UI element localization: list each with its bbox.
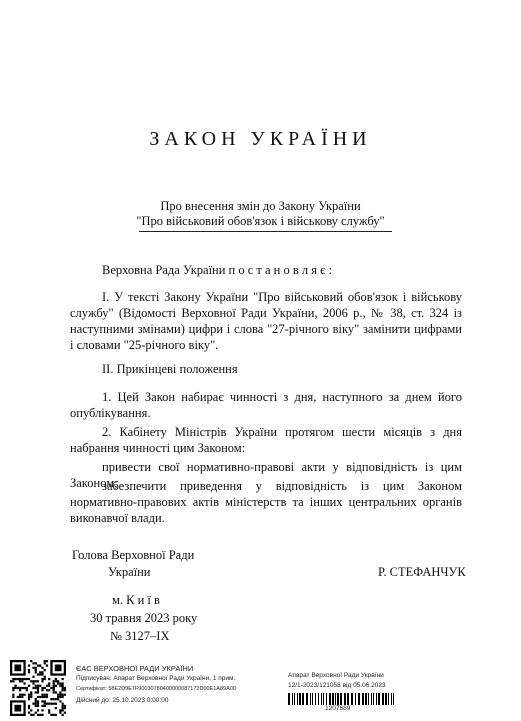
barcode-graphic [288, 693, 398, 705]
barcode-number: 1207689 [325, 705, 351, 712]
registration-office: Апарат Верховної Ради України [288, 672, 384, 679]
law-subtitle-line1: Про внесення змін до Закону України [160, 199, 361, 213]
section-2-item-2a: привести свої нормативно-правові акти у відповідність із цим Законом; [70, 460, 462, 490]
barcode [288, 692, 398, 704]
eds-certificate: Сертифікат: 58E2D9E7F90030780400000087172D00E1A89A00 [76, 686, 236, 692]
section-1-text: I. У тексті Закону України "Про військовий обов'язок і військову службу" (Відомості Верховної Ради України, 2006 р., № 38, ст. 324 із наступними змінами) цифри і слова "27-річного віку" замінити цифрами і словами "25-річного віку". [70, 290, 462, 352]
section-2-item-2: 2. Кабінету Міністрів України протягом шести місяців з дня набрання чинності цим Законом: [70, 425, 462, 455]
law-subtitle-line2: "Про військовий обов'язок і військову службу" [136, 214, 385, 228]
subtitle-underline [139, 231, 392, 232]
eds-valid-until: Дійсний до: 25.10.2023 0:00:00 [76, 697, 169, 704]
signatory-position-line2: України [108, 565, 151, 579]
signatory-position-line1: Голова Верховної Ради [72, 548, 195, 562]
eds-title: ЄАС ВЕРХОВНОЇ РАДИ УКРАЇНИ [76, 664, 194, 673]
signatory-name: Р. СТЕФАНЧУК [378, 565, 466, 579]
preamble: Верховна Рада України п о с т а н о в л я є : [102, 263, 333, 277]
qr-code [10, 660, 66, 716]
eds-signed-by: Підписувач: Апарат Верховної Ради України, 1 прим. [76, 675, 236, 682]
section-2-item-2b: забезпечити приведення у відповідність із цим Законом нормативно-правових актів міністерств та інших центральних органів виконавчої влади. [70, 479, 462, 525]
section-2-heading: II. Прикінцеві положення [102, 362, 238, 376]
qr-code-graphic [10, 660, 66, 716]
document-title: ЗАКОН УКРАЇНИ [149, 128, 372, 150]
section-2-item-1: 1. Цей Закон набирає чинності з дня, наступного за днем його опублікування. [70, 390, 462, 420]
law-number: № 3127–IX [110, 629, 170, 643]
signing-date: 30 травня 2023 року [90, 611, 198, 625]
registration-number: 12/1-2023/121058 від 05.06.2023 [288, 682, 386, 689]
signing-city: м. К и ї в [112, 593, 160, 607]
